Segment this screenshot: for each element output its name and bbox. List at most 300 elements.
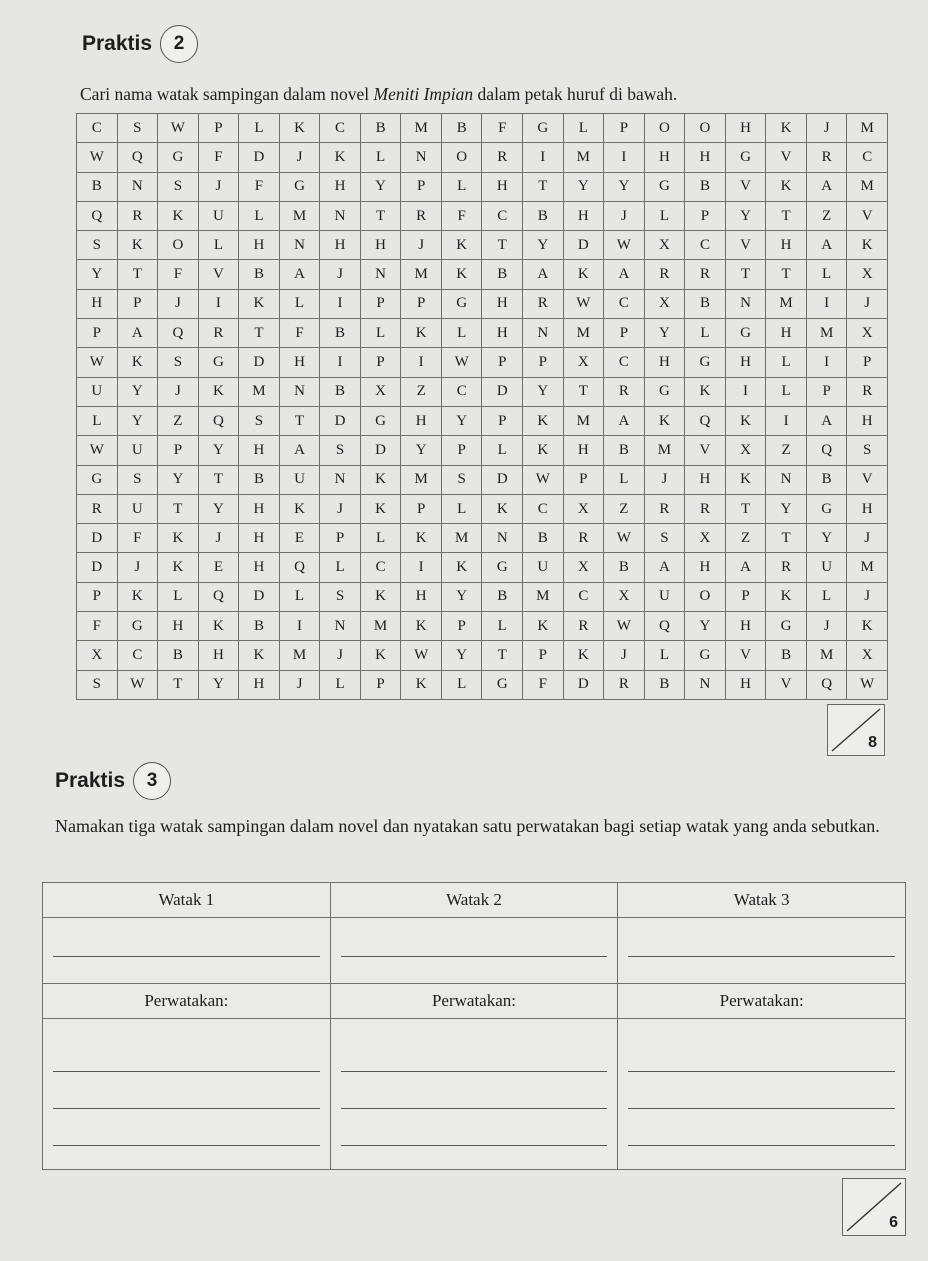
grid-cell[interactable]: V <box>847 201 888 230</box>
grid-cell[interactable]: F <box>279 319 320 348</box>
grid-cell[interactable]: D <box>77 524 118 553</box>
grid-cell[interactable]: K <box>239 289 280 318</box>
grid-cell[interactable]: Y <box>806 524 847 553</box>
grid-cell[interactable]: W <box>563 289 604 318</box>
grid-cell[interactable]: Y <box>523 377 564 406</box>
grid-cell[interactable]: B <box>239 612 280 641</box>
grid-cell[interactable]: H <box>563 201 604 230</box>
grid-cell[interactable]: N <box>766 465 807 494</box>
grid-cell[interactable]: W <box>604 524 645 553</box>
grid-cell[interactable]: L <box>482 436 523 465</box>
grid-cell[interactable]: K <box>360 494 401 523</box>
grid-cell[interactable]: Z <box>401 377 442 406</box>
grid-cell[interactable]: T <box>725 494 766 523</box>
grid-cell[interactable]: K <box>239 641 280 670</box>
grid-cell[interactable]: G <box>644 377 685 406</box>
grid-cell[interactable]: M <box>563 143 604 172</box>
grid-cell[interactable]: C <box>441 377 482 406</box>
grid-cell[interactable]: L <box>239 201 280 230</box>
grid-cell[interactable]: B <box>158 641 199 670</box>
watak-1-name-field[interactable] <box>43 918 331 984</box>
grid-cell[interactable]: T <box>482 641 523 670</box>
grid-cell[interactable]: R <box>563 612 604 641</box>
grid-cell[interactable]: G <box>644 172 685 201</box>
grid-cell[interactable]: K <box>523 406 564 435</box>
grid-cell[interactable]: B <box>482 582 523 611</box>
grid-cell[interactable]: K <box>563 260 604 289</box>
grid-cell[interactable]: N <box>482 524 523 553</box>
grid-cell[interactable]: H <box>360 231 401 260</box>
grid-cell[interactable]: W <box>401 641 442 670</box>
grid-cell[interactable]: F <box>482 114 523 143</box>
grid-cell[interactable]: G <box>360 406 401 435</box>
grid-cell[interactable]: M <box>806 319 847 348</box>
grid-cell[interactable]: L <box>441 172 482 201</box>
grid-cell[interactable]: M <box>847 553 888 582</box>
grid-cell[interactable]: X <box>685 524 726 553</box>
grid-cell[interactable]: J <box>320 494 361 523</box>
grid-cell[interactable]: T <box>766 524 807 553</box>
grid-cell[interactable]: I <box>725 377 766 406</box>
grid-cell[interactable]: K <box>117 348 158 377</box>
grid-cell[interactable]: I <box>806 348 847 377</box>
grid-cell[interactable]: K <box>198 377 239 406</box>
grid-cell[interactable]: G <box>725 143 766 172</box>
grid-cell[interactable]: J <box>847 524 888 553</box>
grid-cell[interactable]: K <box>847 612 888 641</box>
grid-cell[interactable]: J <box>158 289 199 318</box>
grid-cell[interactable]: Y <box>198 494 239 523</box>
grid-cell[interactable]: W <box>847 670 888 699</box>
grid-cell[interactable]: Z <box>806 201 847 230</box>
grid-cell[interactable]: H <box>320 231 361 260</box>
grid-cell[interactable]: Y <box>523 231 564 260</box>
grid-cell[interactable]: H <box>158 612 199 641</box>
grid-cell[interactable]: L <box>644 641 685 670</box>
grid-cell[interactable]: H <box>279 348 320 377</box>
grid-cell[interactable]: A <box>806 172 847 201</box>
grid-cell[interactable]: J <box>644 465 685 494</box>
grid-cell[interactable]: G <box>725 319 766 348</box>
grid-cell[interactable]: I <box>523 143 564 172</box>
grid-cell[interactable]: H <box>239 436 280 465</box>
grid-cell[interactable]: V <box>847 465 888 494</box>
grid-cell[interactable]: J <box>847 582 888 611</box>
grid-cell[interactable]: H <box>482 319 523 348</box>
grid-cell[interactable]: Y <box>198 670 239 699</box>
grid-cell[interactable]: T <box>482 231 523 260</box>
watak-3-perwatakan-field[interactable] <box>618 1019 906 1170</box>
grid-cell[interactable]: B <box>604 553 645 582</box>
grid-cell[interactable]: F <box>117 524 158 553</box>
grid-cell[interactable]: Y <box>117 406 158 435</box>
grid-cell[interactable]: R <box>685 260 726 289</box>
grid-cell[interactable]: P <box>604 114 645 143</box>
grid-cell[interactable]: I <box>604 143 645 172</box>
grid-cell[interactable]: N <box>320 201 361 230</box>
grid-cell[interactable]: T <box>158 670 199 699</box>
grid-cell[interactable]: K <box>766 172 807 201</box>
grid-cell[interactable]: W <box>77 143 118 172</box>
grid-cell[interactable]: V <box>766 143 807 172</box>
grid-cell[interactable]: Q <box>806 436 847 465</box>
grid-cell[interactable]: S <box>441 465 482 494</box>
grid-cell[interactable]: R <box>77 494 118 523</box>
grid-cell[interactable]: C <box>604 348 645 377</box>
grid-cell[interactable]: B <box>320 319 361 348</box>
grid-cell[interactable]: Q <box>644 612 685 641</box>
grid-cell[interactable]: S <box>239 406 280 435</box>
grid-cell[interactable]: H <box>563 436 604 465</box>
grid-cell[interactable]: C <box>360 553 401 582</box>
grid-cell[interactable]: G <box>806 494 847 523</box>
grid-cell[interactable]: B <box>644 670 685 699</box>
grid-cell[interactable]: H <box>644 143 685 172</box>
watak-2-perwatakan-field[interactable] <box>330 1019 618 1170</box>
grid-cell[interactable]: L <box>279 289 320 318</box>
grid-cell[interactable]: X <box>604 582 645 611</box>
grid-cell[interactable]: T <box>158 494 199 523</box>
grid-cell[interactable]: K <box>644 406 685 435</box>
grid-cell[interactable]: T <box>117 260 158 289</box>
grid-cell[interactable]: Y <box>441 406 482 435</box>
grid-cell[interactable]: M <box>563 406 604 435</box>
grid-cell[interactable]: T <box>523 172 564 201</box>
grid-cell[interactable]: U <box>117 436 158 465</box>
grid-cell[interactable]: A <box>604 260 645 289</box>
grid-cell[interactable]: M <box>441 524 482 553</box>
grid-cell[interactable]: X <box>644 231 685 260</box>
grid-cell[interactable]: K <box>847 231 888 260</box>
grid-cell[interactable]: D <box>482 465 523 494</box>
grid-cell[interactable]: U <box>523 553 564 582</box>
grid-cell[interactable]: N <box>279 377 320 406</box>
grid-cell[interactable]: L <box>441 319 482 348</box>
grid-cell[interactable]: L <box>360 143 401 172</box>
grid-cell[interactable]: Y <box>766 494 807 523</box>
grid-cell[interactable]: S <box>644 524 685 553</box>
grid-cell[interactable]: H <box>482 289 523 318</box>
grid-cell[interactable]: Q <box>685 406 726 435</box>
grid-cell[interactable]: K <box>766 582 807 611</box>
grid-cell[interactable]: B <box>482 260 523 289</box>
grid-cell[interactable]: S <box>158 348 199 377</box>
grid-cell[interactable]: L <box>766 348 807 377</box>
grid-cell[interactable]: L <box>360 319 401 348</box>
grid-cell[interactable]: L <box>239 114 280 143</box>
grid-cell[interactable]: R <box>604 670 645 699</box>
grid-cell[interactable]: H <box>482 172 523 201</box>
grid-cell[interactable]: V <box>725 641 766 670</box>
grid-cell[interactable]: A <box>279 436 320 465</box>
grid-cell[interactable]: J <box>806 114 847 143</box>
grid-cell[interactable]: D <box>482 377 523 406</box>
grid-cell[interactable]: M <box>563 319 604 348</box>
grid-cell[interactable]: Y <box>685 612 726 641</box>
grid-cell[interactable]: Y <box>198 436 239 465</box>
grid-cell[interactable]: S <box>117 114 158 143</box>
grid-cell[interactable]: O <box>158 231 199 260</box>
grid-cell[interactable]: L <box>806 582 847 611</box>
grid-cell[interactable]: R <box>482 143 523 172</box>
grid-cell[interactable]: P <box>685 201 726 230</box>
grid-cell[interactable]: P <box>360 670 401 699</box>
grid-cell[interactable]: S <box>77 231 118 260</box>
grid-cell[interactable]: J <box>320 260 361 289</box>
grid-cell[interactable]: U <box>77 377 118 406</box>
grid-cell[interactable]: U <box>117 494 158 523</box>
grid-cell[interactable]: N <box>117 172 158 201</box>
grid-cell[interactable]: P <box>401 494 442 523</box>
grid-cell[interactable]: K <box>279 114 320 143</box>
grid-cell[interactable]: K <box>563 641 604 670</box>
grid-cell[interactable]: W <box>158 114 199 143</box>
grid-cell[interactable]: R <box>847 377 888 406</box>
grid-cell[interactable]: Q <box>158 319 199 348</box>
grid-cell[interactable]: G <box>523 114 564 143</box>
grid-cell[interactable]: P <box>563 465 604 494</box>
grid-cell[interactable]: Q <box>279 553 320 582</box>
grid-cell[interactable]: N <box>725 289 766 318</box>
grid-cell[interactable]: K <box>441 260 482 289</box>
grid-cell[interactable]: P <box>523 641 564 670</box>
grid-cell[interactable]: F <box>77 612 118 641</box>
grid-cell[interactable]: L <box>766 377 807 406</box>
grid-cell[interactable]: P <box>198 114 239 143</box>
grid-cell[interactable]: L <box>279 582 320 611</box>
grid-cell[interactable]: Y <box>441 641 482 670</box>
grid-cell[interactable]: P <box>117 289 158 318</box>
grid-cell[interactable]: H <box>644 348 685 377</box>
grid-cell[interactable]: O <box>644 114 685 143</box>
grid-cell[interactable]: C <box>685 231 726 260</box>
grid-cell[interactable]: K <box>441 553 482 582</box>
grid-cell[interactable]: N <box>279 231 320 260</box>
grid-cell[interactable]: P <box>441 436 482 465</box>
grid-cell[interactable]: H <box>239 231 280 260</box>
grid-cell[interactable]: R <box>685 494 726 523</box>
grid-cell[interactable]: K <box>360 465 401 494</box>
grid-cell[interactable]: X <box>563 494 604 523</box>
grid-cell[interactable]: R <box>198 319 239 348</box>
grid-cell[interactable]: K <box>523 436 564 465</box>
grid-cell[interactable]: J <box>198 172 239 201</box>
grid-cell[interactable]: W <box>523 465 564 494</box>
grid-cell[interactable]: R <box>766 553 807 582</box>
grid-cell[interactable]: P <box>77 582 118 611</box>
grid-cell[interactable]: B <box>685 172 726 201</box>
grid-cell[interactable]: V <box>685 436 726 465</box>
grid-cell[interactable]: T <box>725 260 766 289</box>
grid-cell[interactable]: M <box>279 641 320 670</box>
grid-cell[interactable]: B <box>523 201 564 230</box>
grid-cell[interactable]: A <box>644 553 685 582</box>
grid-cell[interactable]: D <box>77 553 118 582</box>
grid-cell[interactable]: C <box>77 114 118 143</box>
grid-cell[interactable]: K <box>401 612 442 641</box>
grid-cell[interactable]: Y <box>725 201 766 230</box>
grid-cell[interactable]: U <box>644 582 685 611</box>
grid-cell[interactable]: P <box>847 348 888 377</box>
grid-cell[interactable]: N <box>685 670 726 699</box>
grid-cell[interactable]: D <box>320 406 361 435</box>
grid-cell[interactable]: P <box>320 524 361 553</box>
grid-cell[interactable]: H <box>239 553 280 582</box>
grid-cell[interactable]: B <box>239 260 280 289</box>
grid-cell[interactable]: T <box>239 319 280 348</box>
grid-cell[interactable]: K <box>482 494 523 523</box>
grid-cell[interactable]: L <box>563 114 604 143</box>
grid-cell[interactable]: J <box>604 201 645 230</box>
grid-cell[interactable]: R <box>644 494 685 523</box>
grid-cell[interactable]: S <box>847 436 888 465</box>
grid-cell[interactable]: N <box>401 143 442 172</box>
grid-cell[interactable]: H <box>401 406 442 435</box>
grid-cell[interactable]: F <box>158 260 199 289</box>
grid-cell[interactable]: H <box>766 319 807 348</box>
grid-cell[interactable]: H <box>401 582 442 611</box>
grid-cell[interactable]: L <box>158 582 199 611</box>
grid-cell[interactable]: J <box>279 670 320 699</box>
grid-cell[interactable]: H <box>847 406 888 435</box>
grid-cell[interactable]: P <box>806 377 847 406</box>
grid-cell[interactable]: O <box>685 582 726 611</box>
grid-cell[interactable]: G <box>482 553 523 582</box>
grid-cell[interactable]: W <box>77 348 118 377</box>
grid-cell[interactable]: J <box>806 612 847 641</box>
grid-cell[interactable]: D <box>360 436 401 465</box>
grid-cell[interactable]: H <box>198 641 239 670</box>
grid-cell[interactable]: C <box>482 201 523 230</box>
grid-cell[interactable]: N <box>320 612 361 641</box>
grid-cell[interactable]: M <box>847 172 888 201</box>
grid-cell[interactable]: P <box>401 289 442 318</box>
grid-cell[interactable]: L <box>320 553 361 582</box>
grid-cell[interactable]: J <box>198 524 239 553</box>
grid-cell[interactable]: V <box>198 260 239 289</box>
grid-cell[interactable]: G <box>279 172 320 201</box>
grid-cell[interactable]: U <box>198 201 239 230</box>
grid-cell[interactable]: H <box>685 465 726 494</box>
grid-cell[interactable]: H <box>239 670 280 699</box>
grid-cell[interactable]: O <box>441 143 482 172</box>
grid-cell[interactable]: M <box>766 289 807 318</box>
grid-cell[interactable]: H <box>725 348 766 377</box>
grid-cell[interactable]: Z <box>766 436 807 465</box>
grid-cell[interactable]: G <box>685 348 726 377</box>
grid-cell[interactable]: A <box>806 406 847 435</box>
grid-cell[interactable]: K <box>158 524 199 553</box>
grid-cell[interactable]: R <box>563 524 604 553</box>
watak-2-name-field[interactable] <box>330 918 618 984</box>
grid-cell[interactable]: B <box>320 377 361 406</box>
grid-cell[interactable]: R <box>644 260 685 289</box>
grid-cell[interactable]: X <box>563 553 604 582</box>
grid-cell[interactable]: Z <box>725 524 766 553</box>
grid-cell[interactable]: A <box>117 319 158 348</box>
grid-cell[interactable]: H <box>847 494 888 523</box>
grid-cell[interactable]: F <box>441 201 482 230</box>
grid-cell[interactable]: P <box>482 406 523 435</box>
grid-cell[interactable]: A <box>604 406 645 435</box>
grid-cell[interactable]: K <box>360 582 401 611</box>
grid-cell[interactable]: M <box>806 641 847 670</box>
grid-cell[interactable]: A <box>806 231 847 260</box>
grid-cell[interactable]: K <box>158 553 199 582</box>
grid-cell[interactable]: D <box>563 231 604 260</box>
grid-cell[interactable]: W <box>604 231 645 260</box>
grid-cell[interactable]: L <box>604 465 645 494</box>
grid-cell[interactable]: J <box>401 231 442 260</box>
grid-cell[interactable]: N <box>523 319 564 348</box>
grid-cell[interactable]: I <box>401 553 442 582</box>
grid-cell[interactable]: R <box>523 289 564 318</box>
grid-cell[interactable]: C <box>604 289 645 318</box>
grid-cell[interactable]: Y <box>158 465 199 494</box>
grid-cell[interactable]: J <box>604 641 645 670</box>
grid-cell[interactable]: Y <box>77 260 118 289</box>
grid-cell[interactable]: X <box>847 319 888 348</box>
grid-cell[interactable]: W <box>117 670 158 699</box>
grid-cell[interactable]: P <box>401 172 442 201</box>
grid-cell[interactable]: B <box>239 465 280 494</box>
grid-cell[interactable]: G <box>77 465 118 494</box>
grid-cell[interactable]: G <box>198 348 239 377</box>
grid-cell[interactable]: I <box>198 289 239 318</box>
grid-cell[interactable]: K <box>117 231 158 260</box>
grid-cell[interactable]: D <box>563 670 604 699</box>
grid-cell[interactable]: F <box>198 143 239 172</box>
grid-cell[interactable]: G <box>685 641 726 670</box>
grid-cell[interactable]: Y <box>117 377 158 406</box>
grid-cell[interactable]: J <box>117 553 158 582</box>
grid-cell[interactable]: Y <box>401 436 442 465</box>
grid-cell[interactable]: M <box>401 465 442 494</box>
grid-cell[interactable]: X <box>644 289 685 318</box>
grid-cell[interactable]: C <box>320 114 361 143</box>
grid-cell[interactable]: T <box>766 260 807 289</box>
grid-cell[interactable]: V <box>766 670 807 699</box>
grid-cell[interactable]: I <box>401 348 442 377</box>
grid-cell[interactable]: K <box>441 231 482 260</box>
grid-cell[interactable]: F <box>239 172 280 201</box>
grid-cell[interactable]: N <box>360 260 401 289</box>
grid-cell[interactable]: R <box>604 377 645 406</box>
grid-cell[interactable]: R <box>806 143 847 172</box>
grid-cell[interactable]: X <box>360 377 401 406</box>
grid-cell[interactable]: B <box>604 436 645 465</box>
grid-cell[interactable]: C <box>117 641 158 670</box>
grid-cell[interactable]: T <box>198 465 239 494</box>
grid-cell[interactable]: B <box>360 114 401 143</box>
grid-cell[interactable]: E <box>279 524 320 553</box>
grid-cell[interactable]: C <box>523 494 564 523</box>
grid-cell[interactable]: P <box>523 348 564 377</box>
grid-cell[interactable]: L <box>482 612 523 641</box>
grid-cell[interactable]: K <box>117 582 158 611</box>
grid-cell[interactable]: S <box>320 436 361 465</box>
grid-cell[interactable]: D <box>239 143 280 172</box>
grid-cell[interactable]: G <box>441 289 482 318</box>
grid-cell[interactable]: T <box>360 201 401 230</box>
grid-cell[interactable]: M <box>279 201 320 230</box>
grid-cell[interactable]: R <box>117 201 158 230</box>
grid-cell[interactable]: S <box>158 172 199 201</box>
grid-cell[interactable]: I <box>320 348 361 377</box>
grid-cell[interactable]: H <box>685 553 726 582</box>
grid-cell[interactable]: S <box>77 670 118 699</box>
grid-cell[interactable]: G <box>482 670 523 699</box>
